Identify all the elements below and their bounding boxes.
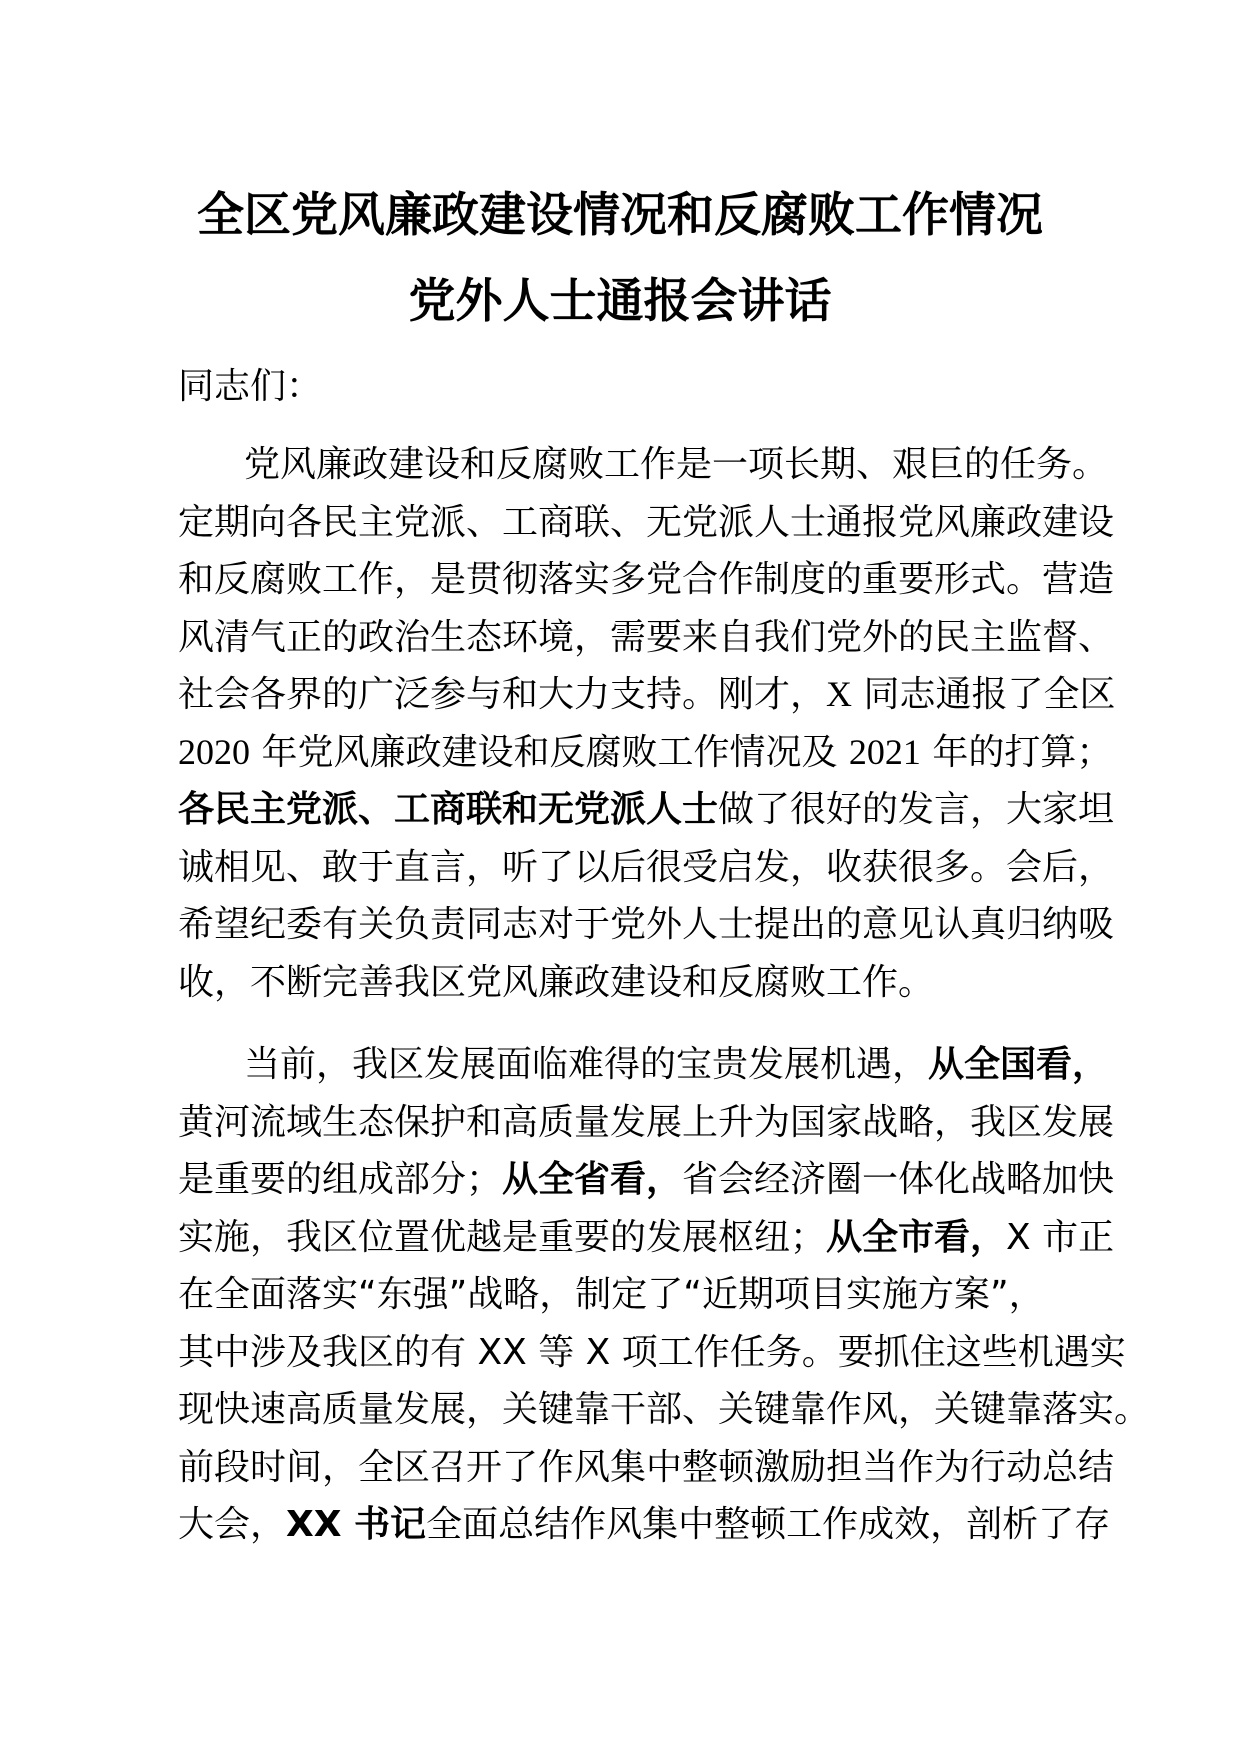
text-line [178, 896, 1115, 954]
text-line [178, 1439, 1115, 1497]
document-title-line-2: 党外人士通报会讲话 [408, 274, 832, 329]
text-run: 做了很好的发言，大家坦 [718, 789, 1115, 830]
bold-text-run: XX 书记 [286, 1504, 427, 1545]
text-run: 诚相见、敢于直言，听了以后很受启发，收获很多。会后， [178, 846, 1115, 888]
text-line [178, 1266, 1068, 1324]
text-run: 年党风廉政建设和反腐败工作情况及 [250, 731, 849, 773]
text-line [178, 666, 1116, 724]
text-line [178, 1496, 1111, 1554]
text-line [178, 954, 1068, 1012]
text-line [178, 781, 1115, 839]
text-run: 当前，我区发展面临难得的宝贵发展机遇， [244, 1044, 929, 1085]
text-line [178, 1151, 1115, 1209]
text-run: 现快速高质量发展，关键靠干部、关键靠作风，关键靠落实。 [178, 1389, 1151, 1430]
text-line [178, 1209, 1115, 1267]
text-run: 2021 [848, 731, 921, 772]
text-run: 实施，我区位置优越是重要的发展枢纽； [178, 1216, 827, 1258]
text-run: 社会各界的广泛参与和大力支持。刚才， [178, 674, 827, 715]
text-line [178, 1094, 1115, 1152]
document-title-line-1: 全区党风廉政建设情况和反腐败工作情况 [197, 188, 1043, 243]
text-line [178, 839, 1115, 897]
text-run: X 市正 [1006, 1216, 1115, 1258]
text-run: 前段时间，全区召开了作风集中整顿激励担当作为行动总结 [178, 1446, 1115, 1488]
text-run: 在全面落实“东强”战略，制定了“近期项目实施方案”， [178, 1274, 1045, 1315]
bold-text-run: 从全省看， [502, 1159, 683, 1200]
text-line [178, 609, 1115, 667]
text-line [178, 1036, 1109, 1094]
text-line [178, 724, 1113, 782]
text-run: 定期向各民主党派、工商联、无党派人士通报党风廉政建设 [178, 501, 1115, 543]
text-run: 希望纪委有关负责同志对于党外人士提出的意见认真归纳吸 [178, 904, 1115, 945]
text-run: 收，不断完善我区党风廉政建设和反腐败工作。 [178, 961, 935, 1003]
text-run: 风清气正的政治生态环境，需要来自我们党外的民主监督、 [178, 616, 1115, 658]
text-run: 其中涉及我区的有 XX 等 X 项工作任务。要抓住这些机遇实 [178, 1331, 1126, 1373]
text-line [178, 1381, 1151, 1439]
text-run: 大会， [178, 1504, 287, 1545]
text-run: 同志通报了全区 [852, 674, 1116, 715]
text-run: 黄河流域生态保护和高质量发展上升为国家战略，我区发展 [178, 1101, 1115, 1143]
salutation: 同志们： [178, 366, 323, 407]
text-run: X [826, 674, 853, 714]
text-run: 和反腐败工作，是贯彻落实多党合作制度的重要形式。营造 [178, 559, 1115, 600]
bold-text-run: 从全市看， [826, 1216, 1007, 1258]
bold-text-run: 从全国看， [928, 1044, 1109, 1085]
text-run: 年的打算； [920, 731, 1113, 773]
paragraph-2 [178, 1036, 1151, 1554]
text-run: 党风廉政建设和反腐败工作是一项长期、艰巨的任务。 [244, 444, 1109, 485]
text-run: 2020 [178, 731, 250, 772]
bold-text-run: 各民主党派、工商联和无党派人士 [178, 789, 719, 830]
text-run: 是重要的组成部分； [178, 1159, 503, 1200]
text-line [178, 494, 1115, 552]
text-run: 省会经济圈一体化战略加快 [682, 1159, 1115, 1200]
text-run: 全面总结作风集中整顿工作成效，剖析了存 [426, 1504, 1111, 1545]
text-line [178, 551, 1115, 609]
paragraph-1 [178, 436, 1116, 1011]
text-line [178, 436, 1109, 494]
text-line [178, 1324, 1126, 1382]
